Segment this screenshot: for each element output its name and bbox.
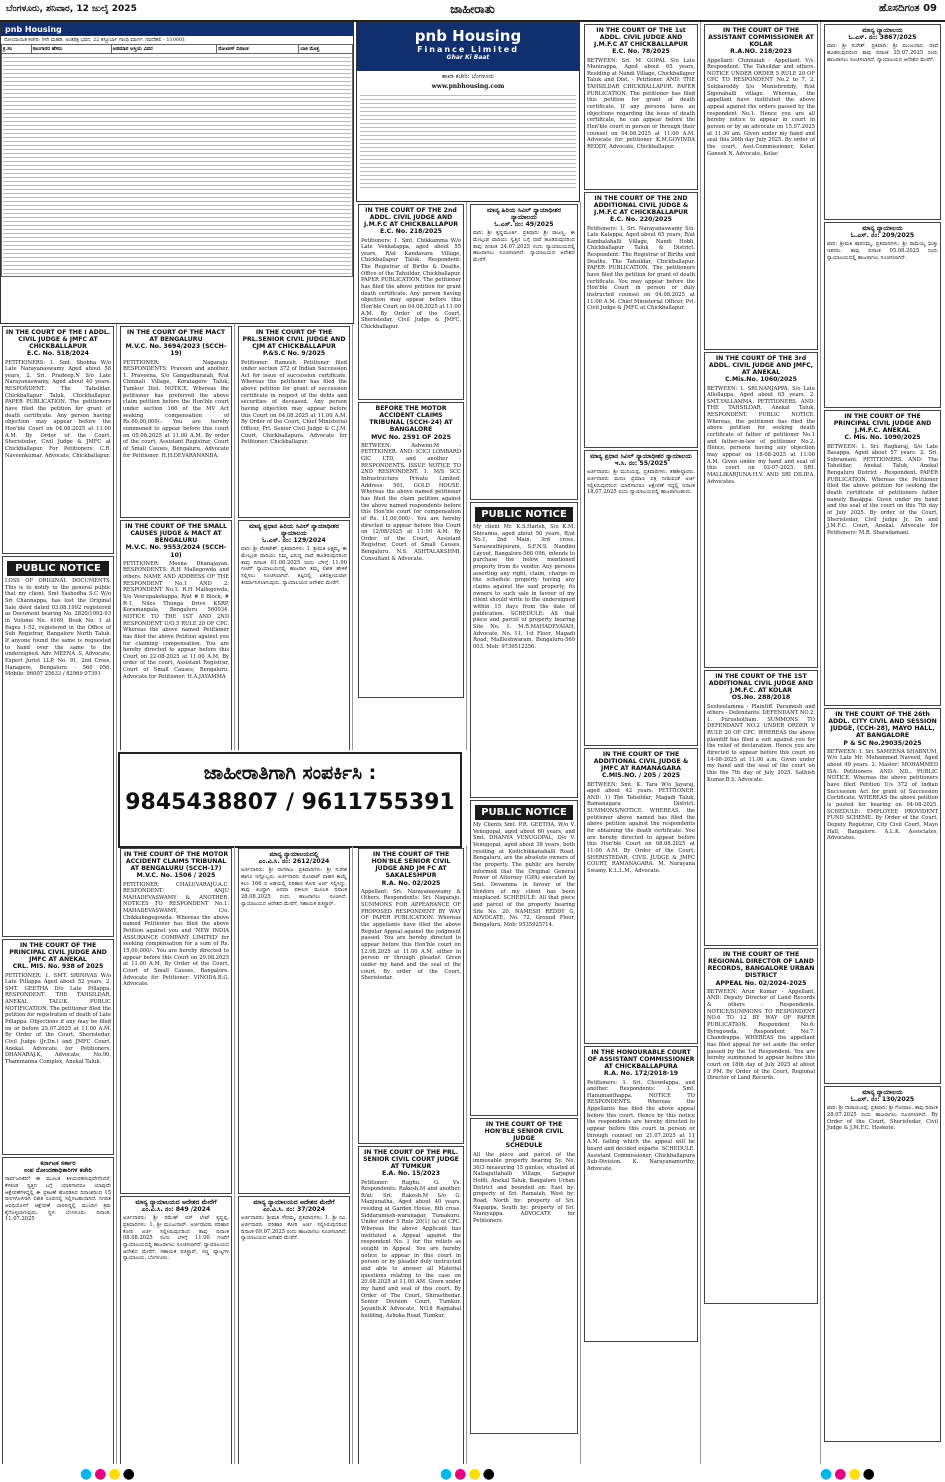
notice-body: ಅರ್ಜಿದಾರರು: ಶ್ರೀ ರಮೇಶ್ ಬಿನ್ ಲೇಟ್ ಕೃಷ್ಣಪ್ಪ. ಪ್ರತಿವಾದಿಗಳು: 1. ಶ್ರೀ ಮಂಜುನಾಥ್. ಅರ್ಜಿದಾರರು ಪರಿಹಾರ ಕೋರಿ ಅರ್ಜಿ ಸಲ್ಲಿಸಿರುವುದರಿಂದ ತಾವು ದಿನಾಂಕ 08.08.2025 ರಂದು ಬೆಳಿಗ್ಗೆ 11.00 ಗಂಟೆಗೆ ನ್ಯಾಯಾಲಯದಲ್ಲಿ ಹಾಜರಾಗಲು ಸೂಚಿಸಲಾಗಿದೆ. ನ್ಯಾಯಾಲಯದ ಆದೇಶದ ಮೇರೆಗೆ, ಸಹಾಯಕ ರಿಜಿಸ್ಟ್ರಾರ್, ಸಣ್ಣ ವ್ಯಾಜ್ಯಗಳ ನ್ಯಾಯಾಲಯ, ಬೆಂಗಳೂರು. [123,1215,229,1262]
notice-title: IN THE COURT OF THE 1st ADDL. CIVIL JUDGE AND J.M.F.C AT CHICKBALLAPUR E.C. No. 78/2025 [593,27,689,56]
notice-body: Appellant: Sri. Narayanaswamy & Others. Respondents: Sri. Nagaraju. SUMMONS FOR APPEARANCE OF PROPOSED RESPONDENT BY WAY OF PAPER PUBLICATION. Whereas the appellants have filed the above Regular Appeal against the judgment passed. You are hereby directed to appear before this Hon'ble court on 12.08.2025 at 11.00 A.M. either in person or through pleader. Given under my hand and the seal of the court. By order of the Court, Sheristedar. [361,888,461,982]
notice-title: IN THE COURT OF THE 2nd ADDL. CIVIL JUDGE AND J.M.F.C AT CHICKBALLAPUR E.C. No. 218/2025 [363,207,459,236]
legal-notice [704,24,818,350]
pnb-top-brand: pnb Housing [5,25,62,34]
notice-banner: PUBLIC NOTICE [475,805,573,820]
notice-title: IN THE COURT OF THE ASSISTANT COMMISSIONER AT KOLAR R.A.NO. 218/2023 [708,27,814,56]
legal-notice [704,670,818,946]
column-1 [0,324,117,1464]
notice-body: Petitioner: Ramesh. Petitioner filed under section 372 of Indian Succession Act for issue of succession certificate. Whereas the petitioner has filed the above petition for grant of succession certificate in respect of the debts and securities of deceased. Any person having objection may appear before this Court on 04.08.2025 at 11.00 A.M. By Order of the Court, Chief Ministerial Officer, Prl. Senior Civil Judge & C.J.M. Court, Chickballapura. Advocate for Petitioner: Chickballapur. [241,359,347,446]
legal-notice [704,352,818,668]
notice-title: IN THE COURT OF THE ADDITIONAL CIVIL JUDGE & JMFC AT RAMANAGARA C.MIS.NO. / 205 / 2025 [593,751,689,780]
legal-notice [824,1086,941,1442]
notice-body: ವಾದಿ: ಶ್ರೀ ಸುರೇಶ್. ಪ್ರತಿವಾದಿ: ಶ್ರೀ ಮಂಜುನಾಥ. ದಾವೆ ಹೂಡಿರುವುದರಿಂದ ತಾವು ದಿನಾಂಕ 25.07.2025 ರಂದು ಹಾಜರಾಗಲು ಸೂಚಿಸಲಾಗಿದೆ. ನ್ಯಾಯಾಲಯದ ಆದೇಶದ ಮೇರೆಗೆ. [827,43,938,63]
header-masthead: ಹೊಸದಿಗಂತ 09 [878,3,937,14]
notice-title: BEFORE THE MOTOR ACCIDENT CLAIMS TRIBUNAL (SCCH-24) AT BANGALORE MVC No. 2591 OF 2025 [369,405,453,441]
contact-banner [118,752,462,848]
notice-body: ಅರ್ಜಿದಾರರು: ಶ್ರೀಮತಿ ಗೌರಮ್ಮ. ಪ್ರತಿವಾದಿಗಳು: 1. ಶ್ರೀ ರವಿ. ಅರ್ಜಿದಾರರು ಪರಿಹಾರ ಕೋರಿ ಅರ್ಜಿ ಸಲ್ಲಿಸಿರುವುದರಿಂದ ದಿನಾಂಕ 09.07.2025 ರಂದು ಹಾಜರಾಗಲು ಸೂಚಿಸಲಾಗಿದೆ. ನ್ಯಾಯಾಲಯದ ಆದೇಶದ ಮೇರೆಗೆ. [241,1215,347,1242]
column-3 [236,324,353,750]
notice-title: IN THE COURT OF THE HON'BLE SENIOR CIVIL JUDGE AND JM FC AT SAKALESHPUR R.A. No. 02/2025 [371,851,451,887]
legal-notice [358,848,464,1144]
notice-title: IN THE COURT OF THE MACT AT BENGALURU M.V.C. No. 3694/2023 (SCCH-19) [125,329,227,358]
notice-body: ಅರ್ಜಿದಾರರು: ಶ್ರೀ ಮುನಿಯಪ್ಪ. ಪ್ರತಿವಾದಿಗಳು: ತಹಶೀಲ್ದಾರರು. ಅರ್ಜಿದಾರರು ಮರಣ ಪ್ರಮಾಣ ಪತ್ರ ನೀಡುವಂತೆ ಅರ್ಜಿ ಸಲ್ಲಿಸಿರುವುದರಿಂದ ಯಾರಿಗಾದರೂ ಆಕ್ಷೇಪಣೆ ಇದ್ದಲ್ಲಿ ದಿನಾಂಕ 18.07.2025 ರಂದು ನ್ಯಾಯಾಲಯದಲ್ಲಿ ಹಾಜರಾಗಬಹುದು. [587,469,695,496]
contact-phone: 9845438807 / 9611755391 [125,790,455,815]
legal-notice [2,326,114,554]
notice-body: PETITIONER: Meena Dhanajayan. RESPONDENTS: R.H Mallegowda and others. NAME AND ADDRESS OF THE RESPONDENT No.1 AND 2. RESPONDENT No.1: R.H Mallegowda, S/o Veerupakshappa, R/at # 8 Block, # R-1, Niles Thunga Drive KSRP, Koramangala, Bengaluru 560034. NOTICE TO THE 1ST AND 2ND RESPONDENT U/O 5 RULE 20 OF CPC. Whereas the above named Petitioner has filed the above Petition against you for claiming compensation. You are hereby directed to appear before this Court on 22-08-2025 at 11.00 A.M. By order of the court, Assistant Registrar, Court of Small Causes, Bengaluru. Advocate for Petitioner: H.A.JAYAMMA [123,560,229,680]
pnb-top-table [1,44,353,277]
column-2 [118,324,235,750]
notice-body: ಅರ್ಜಿದಾರರು: ಶ್ರೀ ನಾಗರಾಜ. ಪ್ರತಿವಾದಿಗಳು: ಶ್ರೀ ಸುರೇಶ ಹಾಗೂ ಇನ್ನೊಬ್ಬರು. ಅರ್ಜಿದಾರರು ಮೋಟಾರ್ ವಾಹನ ಕಾಯ್ದೆ ಕಲಂ 166 ರ ಅಡಿಯಲ್ಲಿ ಪರಿಹಾರ ಕೋರಿ ಅರ್ಜಿ ಸಲ್ಲಿಸಿದ್ದು, ತಾವು ಖುದ್ದಾಗಿ ಅಥವಾ ವಕೀಲರ ಮೂಲಕ ದಿನಾಂಕ 28.08.2025 ರಂದು ಹಾಜರಾಗಲು ಸೂಚಿಸಿದೆ. ನ್ಯಾಯಾಲಯದ ಆದೇಶದ ಮೇರೆಗೆ, ಸಹಾಯಕ ರಿಜಿಸ್ಟ್ರಾರ್. [241,867,347,907]
notice-title: ಮಾನ್ಯ ನ್ಯಾಯಾಲಯ ಓ.ಎಸ್. ನಂ: 209/2025 [850,225,915,240]
legal-notice [584,1046,698,1342]
notice-body: BETWEEN: Ashwini.M - PETITIONER. AND: ICICI LOMBARD GIC LTD, and another - RESPONDENTS. ISSUE NOTICE TO 2ND RESPONDENT. 1. M/S SCC Infrastructure Private Limited, Address: 501, GOLD HOUSE. Whereas the above named petitioner has filed the claim petition against the above named respondents before this Hon'ble court for compensation of Rs. 11,00,000/-. You are hereby directed to appear before this Court on 12/08/2025 at 11:00 A.M. By Order of the Court, Assistant Registrar, Court of Small Causes, Bengaluru. N.S. ASHTALAKSHMI, Consultant & Advocate. [361,442,461,562]
notice-title: ಮಾನ್ಯ ನ್ಯಾಯಾಲಯ ಓ.ಎಸ್. ನಂ: 3867/2025 [848,27,917,42]
notice-body: My client Mr. K.S.Harish, S/o K.M. Shivanna, aged about 50 years, R/at No.1, 2nd Main, 3rd cross, Saraswathipuram, S.F.N.S. Nandini Layout, Bangalore-560 096, intends to purchase the below mentioned property from its vendor. Any persons asserting any right, claim, charge in the schedule property having any claims against the said property, its owners to such sale in favour of my client should write to the undersigned within 15 days from the date of publication. SCHEDULE: All that piece and parcel of property bearing Site No. 1. M.B.MAHADEVAIAH, Advocate, No. 11, 1st Floor, Magadi Road, Mallleshwaram, Bengaluru-560 003. Mob: 9739512256. [473,524,575,650]
legal-notice [120,848,232,1194]
legal-notice [470,204,578,500]
legal-notice [358,1146,464,1464]
column-4 [356,202,467,750]
notice-body: BETWEEN: 1. SRI.NANJAPPA, S/o Late Allollappa, Aged about 65 years. 2. SMT.YALLAMMA. PETITIONERS. AND: THE TAHSILDAR, Anekal Taluk, RESPONDENT. PUBLIC NOTICE. Whereas, the petitioner has filed the above petition for seeking death certificate of father of petitioner No.1 and father-in-law of petitioner No.2. Hence, persons having any objection may appear on 18-08-2025 at 11:00 A.M. Given under my hand and seal of this court on 02-07-2025. SRI. MALLIKARJUNA.H.V. AND SRI DILIP.A, Advocates. [707,385,815,485]
notice-body: BETWEEN: Sri. M. GOPAL S/o Late Munirappa, Aged about 65 years, Residing at Nandi Village, Chickballapur Taluk and Dist. - Petitioner. AND: THE TAHSILDAR CHICKBALLAPUR. PAPER PUBLICATION. The petitioner has filed this petition for grant of death certificate. If any persons have an objections regarding the issue of death certificate, he can appear before the Hon'ble court in person or through their counsel on 04.08.2025 at 11:00 A.M. Advocate for petitioner K.M.GOVINDA REDDY, Advocate, Chickballapur. [587,57,695,151]
column-8 [822,22,943,1464]
pnb-table-head: ಕ್ರ.ಸಂ [2,45,32,54]
pnb-table-head: ಬಾಕಿ ಮೊತ್ತ [299,45,353,54]
legal-notice [470,1118,578,1434]
notice-body: BETWEEN: 1. Sri. SAMEENA SHABNUM, W/o Late Mr. Mohammed Naveed, Aged about 40 years. 2. Master: MOHAMMED ISA. Petitioners. AND: NIL. PUBLIC NOTICE. Whereas the above petitioners have filed Petition U/s 372 of Indian Succession Act for grant of Succession Certificate. WHEREAS the above petition is posted for hearing on 04-08-2025. SCHEDULE: EMPLOYEE PROVIDENT FUND SCHEME. By Order of the Court, Deputy Registrar, City Civil Court, Mayo Hall, Bangalore. A.L.K. Associates, Advocates. [827,748,938,842]
header-section: ಜಾಹೀರಾತು [450,2,495,16]
notice-title: ಮಾನ್ಯ ಪ್ರಧಾನ ಸಿವಿಲ್ ನ್ಯಾಯಾಧೀಶರ ನ್ಯಾಯಾಲಯ ಇ.ಸಿ. ನಂ: 55/2025 [590,453,692,468]
notice-body: ವಾದಿ: ಶ್ರೀಮತಿ ಶಾರದಮ್ಮ. ಪ್ರತಿವಾದಿಗಳು: ಶ್ರೀ ರಾಮಯ್ಯ ಮತ್ತು ಇತರರು. ತಾವು ದಿನಾಂಕ 05.08.2025 ರಂದು ನ್ಯಾಯಾಲಯದಲ್ಲಿ ಹಾಜರಾಗಲು ಸೂಚಿಸಲಾಗಿದೆ. [827,241,938,261]
notice-body: ವಾದಿ: ಶ್ರೀ ನಾರಾಯಣಪ್ಪ. ಪ್ರತಿವಾದಿ: ಶ್ರೀ ಗೋಪಾಲ. ತಾವು ದಿನಾಂಕ 28.07.2025 ರಂದು ಹಾಜರಾಗಲು ಸೂಚಿಸಲಾಗಿದೆ. By Order of the Court, Sheristedar, Civil Judge & J.M.F.C. Hoskote. [827,1105,938,1132]
column-4-lower [356,846,467,1464]
notice-title: IN THE COURT OF THE PRL. SENIOR CIVIL COURT JUDGE AT TUMKUR E.A. No. 15/2023 [363,1149,459,1178]
notice-body: LOSS OF ORIGINAL DOCUMENTS. This is to notify to the general public that my client, Smt Yashodha S.C W/o Sri Channappa, has lost the Original Sale deed dated 03.08.1992 registered as Document bearing No. 2820/1992-93 in Volume No. 4169, Book No. 1 at Pages 1-52, registered in the Office of Sub Registrar, Bangalore North Taluk. If anyone found the same is requested to hand over the same to the undersigned. Adv. MEENA .S, Advocate, Expert Jurist LLP, No. 91, 2nd Cross, Hanagere, Bengaluru - 560 056. Mobile: 96007 25633 / 82969 07391 [5,578,111,678]
notice-title: IN THE COURT OF THE 1ST ADDITIONAL CIVIL JUDGE AND J.M.F.C. AT KOLAR OS.No. 288/2018 [708,673,814,702]
notice-body: BETWEEN: 1. Sri. Ragharaj, S/o Late Basappa, Aged about 57 years. 2. Sri. Subramani. PETITIONERS. AND: The Tahsildar, Anekal Taluk, Anekal Bengaluru District - Respondent. PAPER PUBLICATION. Whereas the Petitioner filed the above petition for seeking the death certificate of petitioners father namely Basappa. Given under my hand and the seal of the court on this 7th day of July 2025. By order of the Court, Sheristedar, Civil Judge Jr. Dn and J.M.F.C. Court, Anekal. Advocate for Petitioners: M.R. Sharadamani. [827,443,938,537]
column-5 [468,202,581,1464]
notice-title: IN THE COURT OF THE 26th ADDL. CITY CIVIL AND SESSION JUDGE, (CCH-28), MAYO HALL, AT BANGALORE P & SC No.29035/2025 [828,711,937,747]
notice-body: BETWEEN: Arun Kumar - Appellant. AND: Deputy Director of Land Records & others - Respondents. NOTICE/SUMMONS TO RESPONDENT NO.6 TO 12 BY WAY OF PAPER PUBLICATION. Respondent No.6: Byregowda, Respondent No.7: Chandrappa. WHEREAS the appellant has filed appeal for set aside the order passed by the 1st Respondent. You are hereby summoned to appear before this court on 18th day of July 2025 at about 3 PM. By Order of the Court, Regional Director of Land Records. [707,988,815,1082]
notice-title: IN THE COURT OF THE HON'BLE SENIOR CIVIL JUDGE SCHEDULE [484,1121,564,1150]
notice-body: BETWEEN: Smt. K. Tara W/o Jayaraj, aged about 42 years. PETITIONER. AND: 1) The Tahsildar, Magadi Taluk, Ramanagara District. SUMMONS/NOTICE. WHEREAS, the petitioner above named has filed the above petition against the respondents for obtaining the death certificate. You are hereby directed to appear before this Hon'ble Court on 08.08.2025 at 11:00 A.M. By Order of the Court, SHERISTEDAR, CIVIL JUDGE & JMFC COURT, RAMANAGARA. M. Narayana Swamy. K.L.L.M., Advocate. [587,781,695,875]
legal-notice [824,708,941,1084]
notice-title: ಮಾನ್ಯ ಹಿರಿಯ ಸಿವಿಲ್ ನ್ಯಾಯಾಧೀಶರ ನ್ಯಾಯಾಲಯ ಓ.ಎಸ್. ನಂ: 49/2025 [487,207,561,229]
pnb-center-body [360,93,576,189]
pnb-table-head: ಸಾಲಗಾರರ ಹೆಸರು [31,45,111,54]
notice-body: PETITIONERS: 1. Smt. Shobha W/o Late Narayanaswamy Aged about 58 years, 2. Sri. Pradeep.N S/o Late Narayanaswamy, Aged about 40 years. RESPONDENT: The Tahsildar, Chickballapur Taluk, Chickballapur. PAPER PUBLICATION. The petitioners have filed the petition for grant of death certificate. Any person having objection may appear before the Hon'ble Court on 04.08.2025 at 11.00 A.M. By Order of the Court, Sheristedar, Civil Judge & JMFC at Chickballapur. For Petitioners: C.R. Naveenkumar, Advocate, Chickballapur. [5,359,111,459]
legal-notice [704,948,818,1304]
page-footer [0,1466,945,1481]
notice-body: PETITIONER: 1. SMT. SRINIVAS W/o Late Pillappa Aged about 52 years, 2. SMT. GEETHA D/o Late Pillappa. RESPONDENT: THE TAHSILDAR, ANEKAL TALUK. PUBLIC NOTIFICATION. The petitioner filed the petition for registration of death of Late Pillappa. Objections if any may be filed on or before 25.07.2025 at 11.00 A.M. By Order of the Court, Sheristedar, Civil Judge (Jr.Dn.) and JMFC Court, Anekal. Advocate for Petitioners: DHANARAJ.K, Advocate, No.90, Thammanna Complex, Anekal Taluk. [5,972,111,1066]
pnb-top-address: ನೋಂದಾಯಿತ ಕಚೇರಿ: 9ನೇ ಮಹಡಿ, ಅಂತರಿಕ್ಷ ಭವನ, 22 ಕಸ್ತೂರ್ಬಾ ಗಾಂಧಿ ಮಾರ್ಗ, ನವದೆಹಲಿ - 110001 [4,37,186,43]
notice-title: IN THE COURT OF THE PRINCIPAL CIVIL JUDGE AND J.M.F.C. ANEKAL C. Mis. No. 1090/2025 [833,413,932,442]
registration-marks-left: ●●●● [80,1466,137,1482]
page-header [0,0,945,22]
notice-title: ಮಾನ್ಯ ನ್ಯಾಯಾಲಯದ ಆದೇಶದ ಮೇರೆಗೆ ಎಂ.ವಿ.ಸಿ. ನಂ: 849 /2024 [135,1199,217,1214]
pnb-center-sub: Finance Limited [417,45,519,54]
pnb-table-head: ನೋಟೀಸ್ ದಿನಾಂಕ [217,45,299,54]
notice-title: IN THE COURT OF THE PRINCIPAL CIVIL JUDGE AND JMFC AT ANEKAL CRL. MIS. No. 938 of 2025 [9,942,107,971]
pnb-center-tagline: Ghar Ki Baat [446,54,490,61]
legal-notice [120,1196,232,1464]
notice-title: ಮಾನ್ಯ ನ್ಯಾಯಾಲಯ ಓ.ಎಸ್. ನಂ: 130/2025 [850,1089,915,1104]
legal-notice [2,556,114,937]
legal-notice [824,222,941,408]
notice-title: IN THE COURT OF THE SMALL CAUSES JUDGE & MACT AT BENGALURU M.V.C. No. 9553/2024 (SCCH-10) [125,523,227,559]
registration-marks-right: ●●●● [820,1466,877,1482]
notice-title: IN THE COURT OF THE 2ND ADDITIONAL CIVIL JUDGE & J.M.F.C AT CHICKBALLAPUR E.C. No. 220/2025 [593,195,689,224]
legal-notice [2,939,114,1155]
notice-title: IN THE COURT OF THE MOTOR ACCIDENT CLAIMS TRIBUNAL AT BENGALURU (SCCH-17) M.V.C. No. 1506 / 2025 [123,851,229,880]
legal-notice [120,520,232,750]
legal-notice [584,192,698,448]
pnb-center-office: ಶಾಖಾ ಕಚೇರಿ: ಬೆಂಗಳೂರು [441,73,495,80]
legal-notice [358,204,464,400]
notice-body: Susheelamma - Plaintiff. Paramesh and others - Defendants. DEFENDANT NO.2: 1. Purushotham. SUMMONS TO DEFENDANT NO.2 UNDER ORDER V RULE 20 OF CPC. WHEREAS the above plaintiff has filed a suit against you for the relief of declaration. Hence you are directed to appear before this court on 14-08-2025 at 11.00 a.m. Given under my hand and the seal of the court on this the 7th day of July 2025. Sathish Kumar.B.S, Advocate. [707,703,815,783]
legal-notice [584,450,698,746]
pnb-center-logo [357,23,579,71]
legal-notice [2,1157,114,1464]
pnb-center-ad [356,22,580,202]
header-date: ಬೆಂಗಳೂರು, ಶನಿವಾರ, 12 ಜುಲೈ 2025 [6,4,137,14]
notice-banner: PUBLIC NOTICE [7,561,109,576]
notice-body: Petitioner: Raghu. G. Vs. Respondents: Rakesh.M and another. R/at: Sri. Rakesh.M S/o G. Manjunatha, Aged about 40 years, residing at Garden House, 8th cross, Siddaramesh-waranagar, Tumakuru. Under order 5 Rule 20(1) (a) of CPC. Whereas the above Applicant has instituted a Appeal against the respondent No. 1 for the reliefs as sought in Appeal. You are hereby notice to appear in this court in person or by pleader duly instructed and able to answer all Material questions relating to the case on 20.08.2025 at 11.00 AM. Given under my hand and seal of this court. By Order of The Court, Shirasthedar, Senior Division Court, Tumkur. Jayanth.K Advocate, NO.8 Rajmahal building, Ashoka Road, Tumkur. [361,1179,461,1319]
notice-body: ವಾದಿ: ಶ್ರೀ ವೆಂಕಟೇಶ್. ಪ್ರತಿವಾದಿಗಳು: 1. ಶ್ರೀಮತಿ ಲಕ್ಷ್ಮಮ್ಮ. ಈ ಮೇಲ್ಕಂಡ ವಾದಿಯು ನಿಮ್ಮ ವಿರುದ್ಧ ದಾವೆ ಹೂಡಿರುವುದರಿಂದ ತಾವು ದಿನಾಂಕ 01.08.2025 ರಂದು ಬೆಳಿಗ್ಗೆ 11.00 ಗಂಟೆಗೆ ನ್ಯಾಯಾಲಯದಲ್ಲಿ ಹಾಜರಾಗಿ ತಮ್ಮ ಲಿಖಿತ ಹೇಳಿಕೆ ಸಲ್ಲಿಸಲು ಸೂಚಿಸಲಾಗಿದೆ. ತಪ್ಪಿದಲ್ಲಿ ಏಕಪಕ್ಷೀಯವಾಗಿ ತೀರ್ಮಾನಿಸಲಾಗುವುದು. ನ್ಯಾಯಾಲಯದ ಆದೇಶದ ಮೇರೆಗೆ. [241,546,347,586]
notice-body: PETITIONER: CHALUVARAJU.A.C. RESPONDENT: ANJU MAHADEVASWAMY & ANOTHER. NOTICES TO RESPONDENT No.1: MAHADEVASWAMY, C/o. Chikkalingegowda. Whereas the above named Petitioner has filed the above Petition against you and 'NEW INDIA ASSURANCE COMPANY LIMITED' for seeking compensation for a sum of Rs. 15,00,000/-. You are hereby directed to appear before this Court on 29.08.2025 at 11.00 A.M. By Order of the Court, Court of Small Causes, Bangalore. Advocate for Petitioner: VINODA.B.G, Advocate. [123,881,229,988]
notice-title: IN THE COURT OF THE REGIONAL DIRECTOR OF LAND RECORDS, BANGALORE URBAN DISTRICT APPEAL No. 02/2024-2025 [707,951,815,987]
notice-body: Petitioners: 1. Smt. Chikkamma W/o Late Venkatappa, aged about 55 years, R/at Kandavara Village, Chickballapur Taluk. Respondent: The Registrar of Births & Deaths, Office of the Tahsildar, Chickballapur. PAPER PUBLICATION. The petitioner has filed the above petition for grant death certificate. Any person having objection may appear before this Hon'ble Court on 04.08.2025 at 11.00 A.M. By Order of the Court, Sheristedar, Civil Judge & JMFC, Chickballapur. [361,237,461,331]
notice-body: Appellant: Chinnaiah - Appellant. V/s. Respondent: The Tahsildar and others. NOTICE UNDER ORDER 5 RULE 20 OF CPC TO RESPONDENT No.2 to 7. 2. Subbareddy S/o Munishreddy, R/at Sigenahalli village. Whereas, the appellant have instituted the above appeal against the orders passed by the respondent No.1. Hence you are all hereby notice to appear in court in person or by an advocate on 15.07.2025 at 11.30 am. Given under my hand and seal this 26th day July 2025. By order of the court, Asst.Commissioner, Kolar. Ganesh N. Advocate, Kolar. [707,57,815,157]
legal-notice [120,326,232,518]
notice-body: My Clients Smt. P.R. GEETHA, W/o V. Venugopal, aged about 60 years, and Smt. DHANYA VENUGOPAL, D/o V. Venugopal, aged about 38 years, both residing at Kodichikkanahalli Road, Bengaluru, are the absolute owners of the property. The public are hereby informed that the Original General Power of Attorney (GPA) executed by Smt. Devamma in favour of the Vendors of my client has been misplaced. SCHEDULE: All that piece and parcel of the property bearing Site No. 20. NAMESH REDDY G, ADVOCATE, No. 72, Ground Floor, Bengaluru. Mob: 9535925714. [473,822,575,928]
notice-title: IN THE HONOURABLE COURT OF ASSISTANT COMMISSIONER AT CHICKBALLAPURA R.A. No. 172/2018-19 [587,1049,695,1078]
pnb-top-logo [1,23,353,36]
notice-title: ಕರ್ನಾಟಕ ಸರ್ಕಾರ ಉಪ ನೋಂದಣಾಧಿಕಾರಿಗಳ ಕಚೇರಿ [24,1160,92,1175]
legal-notice [470,502,578,798]
legal-notice [238,326,350,518]
legal-notice [238,848,350,1194]
legal-notice [358,402,464,698]
legal-notice [824,24,941,220]
notice-banner: PUBLIC NOTICE [475,507,573,522]
column-3-lower [236,846,353,1464]
notice-body: All the piece and parcel of the immovable property bearing Sy. No. 36/3 measuring 15 guntas, situated at Nallagattahalli Village, Sarjapur Hobli, Anekal Taluk, Bangalore Urban District and bounded on: East by: property of Sri. Ramaiah, West by: Road, North by: property of Sri. Nagappa, South by: property of Sri. Muniyappa. ADVOCATE for Petitioners. [473,1151,575,1225]
notice-title: ಮಾನ್ಯ ನ್ಯಾಯಾಲಯದ ಆದೇಶದ ಮೇರೆಗೆ ಎಂ.ವಿ.ಸಿ. ನಂ: 37/2024 [253,1199,335,1214]
legal-notice [238,1196,350,1464]
pnb-table-head: ಅಡಮಾನ ಆಸ್ತಿಯ ವಿವರ [111,45,216,54]
legal-notice [584,748,698,1044]
registration-marks-center: ●●●● [440,1466,497,1482]
legal-notice [470,800,578,1116]
notice-body: Petitioners: 1. Sri. Chowdappa, and another. Respondents: 1. Smt. Hanumanthappa. NOTICE TO RESPONDENTS. Whereas the Appellants has filed the above appeal before this court. Hence by this notice the respondents are hereby directed to appear before this court in person or through counsel on 21.07.2025 at 11 A.M. failing which the appeal will be heard and decided exparte. SCHEDULE. Assistant Commissioner, Chickballapura Sub-Division. K. Narayanamurthy, Advocate. [587,1079,695,1173]
notice-body: Petitioners: 1. Sri. Narayanaswamy S/o. Late Kalappa, Aged about 65 years, R/at Kambalahalli Village, Nandi Hobli, Chickballapur Taluk & District. Respondent: The Registrar of Births and Deaths, The Tahsildar, Chickballapur. PAPER PUBLICATION. The petitioners have filed the petition for grant of death certificate. You may appear before the Hon'ble Court in person or duly instructed counsel on 04.08.2025 at 11:00 A.M. Chief Ministerial Officer, Prl. Civil Judge & JMFC at Chickballapur. [587,225,695,312]
notice-body: ಸಾರ್ವಜನಿಕರಿಗೆ ಈ ಮೂಲಕ ತಿಳಿಯಪಡಿಸುವುದೇನೆಂದರೆ, ಕೆಳಕಂಡ ಸ್ವತ್ತಿನ ಬಗ್ಗೆ ಯಾರಿಗಾದರೂ ಯಾವುದೇ ಆಕ್ಷೇಪಣೆಗಳಿದ್ದಲ್ಲಿ ಈ ಪ್ರಕಟಣೆ ಹೊರಡಿಸಿದ ದಿನಾಂಕದಿಂದ 15 ದಿನಗಳೊಳಗಾಗಿ ಲಿಖಿತ ರೂಪದಲ್ಲಿ ಸಲ್ಲಿಸಬಹುದಾಗಿದೆ. ನಿಗದಿತ ಅವಧಿಯೊಳಗೆ ಆಕ್ಷೇಪಣೆ ಬಾರದಿದ್ದಲ್ಲಿ ಮುಂದಿನ ಕ್ರಮ ಕೈಗೊಳ್ಳಲಾಗುವುದು. ಸ್ಥಳ: ಬೆಂಗಳೂರು. ದಿನಾಂಕ: 11.07.2025 [5,1176,111,1223]
notice-title: ಮಾನ್ಯ ನ್ಯಾಯಾಲಯದಲ್ಲಿ ಎಂ.ವಿ.ಸಿ. ನಂ: 2612/2024 [258,851,330,866]
notice-body: ವಾದಿ: ಶ್ರೀ ಕೃಷ್ಣಮೂರ್ತಿ. ಪ್ರತಿವಾದಿ: ಶ್ರೀ ರಾಜಣ್ಣ. ಈ ಮೇಲ್ಕಂಡ ವಾದಿಯು ಸ್ವತ್ತಿನ ಬಗ್ಗೆ ದಾವೆ ಹೂಡಿರುವುದರಿಂದ ತಾವು ದಿನಾಂಕ 24.07.2025 ರಂದು ನ್ಯಾಯಾಲಯದಲ್ಲಿ ಹಾಜರಾಗಲು ಸೂಚಿಸಲಾಗಿದೆ. ನ್ಯಾಯಾಲಯದ ಆದೇಶದ ಮೇರೆಗೆ. [473,230,575,263]
column-7 [702,22,821,1464]
legal-notice [238,520,350,750]
contact-title: ಜಾಹೀರಾತಿಗಾಗಿ ಸಂಪರ್ಕಿಸಿ : [203,762,377,784]
notice-body: PETITIONER: Nagaraju. RESPONDENTS: Praveen and another. 1. Praveena, S/o Gangadharaiah, R/at Chinnali Village, Koratagere Taluk, Tumkur Dist. NOTICE. Whereas the petitioner has preferred the above claim petition before the Hon'ble court under section 166 of the MV Act seeking compensation of Rs.60,00,000/-. You are hereby summoned to appear before this court on 05.08.2025 at 11.00 A.M. By order of the court, Assistant Registrar, Court of Small Causes, Bengaluru. Advocate for Petitioner: H.H.DEVARANANDA. [123,359,229,459]
notice-title: ಮಾನ್ಯ ಪ್ರಧಾನ ಹಿರಿಯ ಸಿವಿಲ್ ನ್ಯಾಯಾಧೀಶರ ನ್ಯಾಯಾಲಯ ಓ.ಎಸ್. ನಂ: 129/2024 [248,523,339,545]
pnb-center-brand: pnb Housing [414,27,522,45]
notice-title: IN THE COURT OF THE PRL.SENIOR CIVIL JUDGE AND CJM AT CHICKBALLAPUR P.&S.C No. 9/2025 [242,329,346,358]
pnb-top-table-body [3,55,351,275]
pnb-top-ad [0,22,354,324]
notice-title: IN THE COURT OF THE 3rd ADDL. CIVIL JUDGE AND JMFC, AT ANEKAL C.Mis.No. 1060/2025 [708,355,814,384]
legal-notice [584,24,698,190]
column-6 [582,22,701,1464]
column-2-lower [118,846,235,1464]
pnb-center-url: www.pnbhousing.com [431,83,505,90]
notice-title: IN THE COURT OF THE I ADDL. CIVIL JUDGE & JMFC AT CHICKBALLAPUR E.C. No. 518/2024 [5,329,111,358]
legal-notice [824,410,941,706]
